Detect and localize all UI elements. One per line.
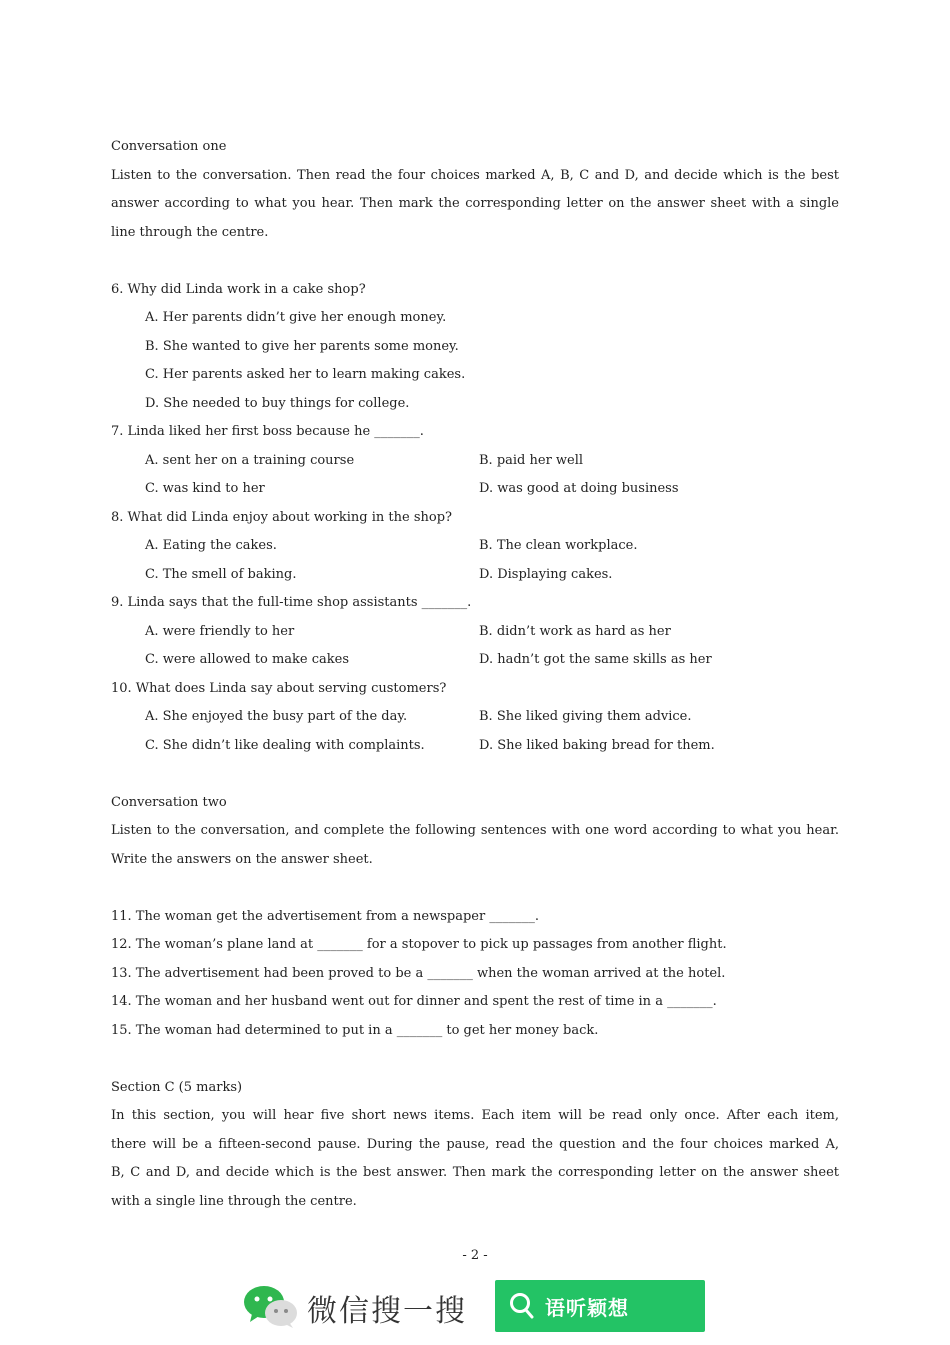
instruction-line: with a single line through the centre. <box>111 1193 357 1209</box>
instruction-line: In this section, you will hear five short news items. Each item will be read only once. After each item, <box>111 1108 839 1123</box>
instruction-line: Write the answers on the answer sheet. <box>111 851 373 867</box>
search-icon <box>509 1292 535 1320</box>
question-6: 6. Why did Linda work in a cake shop? <box>111 281 366 297</box>
question-7: 7. Linda liked her first boss because he _______. <box>111 424 424 439</box>
option-7d: D. was good at doing business <box>479 481 679 496</box>
question-8: 8. What did Linda enjoy about working in the shop? <box>111 509 452 525</box>
option-10d: D. She liked baking bread for them. <box>479 737 715 753</box>
exam-page <box>111 133 839 1216</box>
option-7b: B. paid her well <box>479 452 584 468</box>
instruction-line: Listen to the conversation, and complete the following sentences with one word according to what you hear. <box>111 823 839 838</box>
instruction-line: Listen to the conversation. Then read the four choices marked A, B, C and D, and decide which is the best <box>111 167 839 183</box>
option-8c: C. The smell of baking. <box>145 566 297 582</box>
option-9d: D. hadn’t got the same skills as her <box>479 652 712 667</box>
fill-item-13: 13. The advertisement had been proved to be a _______ when the woman arrived at the hotel. <box>111 965 726 981</box>
option-9c: C. were allowed to make cakes <box>145 652 350 667</box>
instruction-line: there will be a fifteen-second pause. During the pause, read the question and the four choices marked A, <box>111 1136 839 1152</box>
section-c-heading: Section C (5 marks) <box>111 1079 243 1095</box>
option-10a: A. She enjoyed the busy part of the day. <box>145 709 408 724</box>
conversation-two-heading: Conversation two <box>111 794 227 810</box>
option-8b: B. The clean workplace. <box>479 538 638 553</box>
page-number: - 2 - <box>462 1248 488 1263</box>
option-9a: A. were friendly to her <box>145 623 295 639</box>
fill-item-15: 15. The woman had determined to put in a _______ to get her money back. <box>111 1022 599 1038</box>
wechat-search-text: 微信搜一搜 <box>307 1294 467 1329</box>
option-6c: C. Her parents asked her to learn making cakes. <box>145 367 466 382</box>
fill-item-12: 12. The woman’s plane land at _______ for a stopover to pick up passages from another flight. <box>111 937 727 952</box>
option-6a: A. Her parents didn’t give her enough money. <box>145 310 447 325</box>
option-10b: B. She liked giving them advice. <box>479 709 692 724</box>
wechat-search-banner[interactable] <box>243 1280 705 1332</box>
option-7a: A. sent her on a training course <box>145 452 355 468</box>
search-button[interactable] <box>495 1280 705 1332</box>
option-8a: A. Eating the cakes. <box>145 538 277 553</box>
option-9b: B. didn’t work as hard as her <box>479 623 671 639</box>
option-8d: D. Displaying cakes. <box>479 566 613 582</box>
question-10: 10. What does Linda say about serving customers? <box>111 680 447 696</box>
search-label: 语听颖想 <box>545 1296 629 1320</box>
instruction-line: answer according to what you hear. Then mark the corresponding letter on the answer sheet with a single <box>111 196 839 211</box>
instruction-line: line through the centre. <box>111 224 269 240</box>
instruction-line: B, C and D, and decide which is the best answer. Then mark the corresponding letter on the answer sheet <box>111 1165 839 1180</box>
option-6d: D. She needed to buy things for college. <box>145 395 410 411</box>
fill-item-14: 14. The woman and her husband went out for dinner and spent the rest of time in a _______. <box>111 994 717 1009</box>
conversation-one-heading: Conversation one <box>111 139 227 154</box>
question-9: 9. Linda says that the full-time shop assistants _______. <box>111 595 472 610</box>
option-7c: C. was kind to her <box>145 481 265 496</box>
option-6b: B. She wanted to give her parents some money. <box>145 338 459 354</box>
wechat-icon <box>243 1284 299 1328</box>
fill-item-11: 11. The woman get the advertisement from a newspaper _______. <box>111 908 539 924</box>
option-10c: C. She didn’t like dealing with complaints. <box>145 737 425 753</box>
